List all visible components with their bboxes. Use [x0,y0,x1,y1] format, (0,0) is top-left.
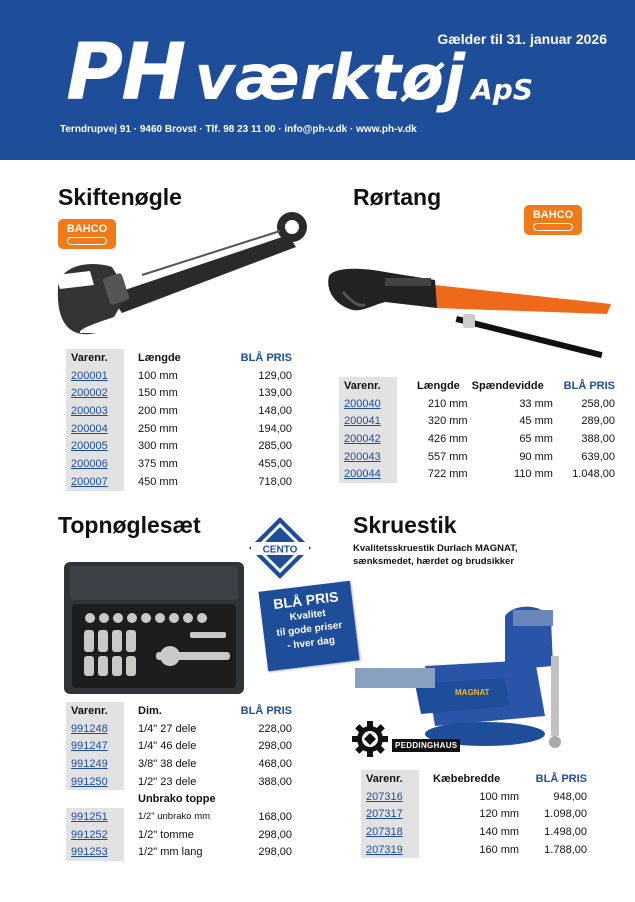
col-header-pris: BLÅ PRIS [240,351,292,364]
table-row [66,737,294,755]
price-cell: 285,00 [258,440,292,453]
bahco-logo-text: BAHCO [532,209,574,221]
item-number-link[interactable]: 991249 [71,757,108,770]
col-header-pris: BLÅ PRIS [563,379,615,392]
size-cell: 450 mm [138,475,178,488]
col-header-dim: Dim. [138,704,162,717]
dim-cell: 1/2" mm lang [138,846,203,859]
unbrako-subheading: Unbrako toppe [138,793,216,806]
section-title-skruestik: Skruestik [353,512,457,538]
price-cell: 468,00 [258,757,292,770]
col-header-kaebebredde: Kæbebredde [433,772,501,785]
table-row [339,395,617,413]
pipe-wrench-image [325,262,615,367]
price-cell: 129,00 [258,369,292,382]
col-header-pris: BLÅ PRIS [240,704,292,717]
size-cell: 250 mm [138,422,178,435]
price-cell: 228,00 [258,722,292,735]
size-cell: 100 mm [138,369,178,382]
size-cell: 320 mm [427,415,468,428]
dim-cell: 1/2" unbrako mm [138,811,211,823]
table-row [361,805,589,823]
table-row [66,384,294,402]
vise-brand-label: MAGNAT [455,688,490,697]
col-header-varenr: Varenr. [66,702,124,720]
price-cell: 1.048,00 [572,468,615,481]
size-cell: 210 mm [427,397,468,410]
item-number-link[interactable]: 991248 [71,722,108,735]
table-row [66,473,294,491]
item-number-link[interactable]: 200041 [344,415,381,428]
item-number-link[interactable]: 200004 [71,422,108,435]
valid-until: Gælder til 31. januar 2026 [437,31,607,47]
subheading-row [66,790,294,808]
table-row [66,367,294,385]
price-cell: 289,00 [581,415,615,428]
item-number-link[interactable]: 200044 [344,468,381,481]
adjustable-wrench-image [50,205,310,340]
logo-aps: ApS [471,73,534,106]
price-cell: 718,00 [258,475,292,488]
section-title-topnoeglesaet: Topnøglesæt [58,512,201,538]
table-row [361,823,589,841]
price-cell: 455,00 [258,457,292,470]
company-logo [66,28,533,118]
table-row [66,720,294,738]
bahco-logo-text: BAHCO [66,223,108,235]
table-row [339,412,617,430]
item-number-link[interactable]: 200001 [71,369,108,382]
col-header-varenr: Varenr. [361,770,419,788]
table-row [66,844,294,862]
item-number-link[interactable]: 991253 [71,846,108,859]
table-row [66,755,294,773]
price-cell: 258,00 [581,397,615,410]
table-header-row [66,702,294,720]
item-number-link[interactable]: 207318 [366,825,403,838]
size-cell: 722 mm [427,468,468,481]
price-cell: 168,00 [258,810,292,823]
table-row [339,448,617,466]
peddinghaus-logo-text: PEDDINGHAUS [392,739,460,752]
table-row [339,465,617,483]
price-cell: 639,00 [581,450,615,463]
price-cell: 298,00 [258,740,292,753]
item-number-link[interactable]: 207316 [366,790,403,803]
item-number-link[interactable]: 991252 [71,828,108,841]
table-row [339,430,617,448]
table-row [66,437,294,455]
table-row [66,826,294,844]
topnoeglesaet-table [66,702,294,861]
col-header-laengde: Længde [138,351,181,364]
skruestik-table [361,770,589,858]
skiftenoegle-table [66,349,294,491]
table-row [66,808,294,826]
item-number-link[interactable]: 200005 [71,440,108,453]
span-cell: 110 mm [514,468,553,481]
promo-title: BLÅ PRIS [272,588,340,613]
price-cell: 148,00 [258,404,292,417]
item-number-link[interactable]: 200003 [71,404,108,417]
item-number-link[interactable]: 207319 [366,843,403,856]
skruestik-description-1: Kvalitetsskruestik Durlach MAGNAT, [353,543,518,554]
header-banner [0,0,635,160]
table-row [66,455,294,473]
socket-set-image [60,556,248,698]
logo-ph: PH [66,28,185,118]
item-number-link[interactable]: 200007 [71,475,108,488]
promo-line-3: - hver dag [286,634,336,652]
price-cell: 1.498,00 [544,825,587,838]
price-cell: 1.788,00 [544,843,587,856]
promo-sticker [258,581,359,672]
dim-cell: 3/8" 38 dele [138,757,197,770]
table-row [66,420,294,438]
col-header-pris: BLÅ PRIS [535,772,587,785]
span-cell: 65 mm [519,432,553,445]
col-header-varenr: Varenr. [66,349,124,367]
cento-logo [247,515,313,581]
peddinghaus-gear-icon [352,721,388,757]
cento-logo-text: CENTO [262,544,298,556]
span-cell: 90 mm [519,450,553,463]
item-number-link[interactable]: 200002 [71,387,108,400]
price-cell: 948,00 [553,790,587,803]
promo-line-1: Kvalitet [289,607,327,624]
item-number-link[interactable]: 200006 [71,457,108,470]
table-header-row [361,770,589,788]
bench-vise-image [355,596,595,751]
size-cell: 120 mm [479,808,520,821]
table-header-row [66,349,294,367]
dim-cell: 1/4" 27 dele [138,722,197,735]
span-cell: 45 mm [519,415,553,428]
promo-line-2: til gode priser [275,619,343,639]
contact-line: Terndrupvej 91 · 9460 Brovst · Tlf. 98 23 11 00 · info@ph-v.dk · www.ph-v.dk [60,124,417,135]
price-cell: 1.098,00 [544,808,587,821]
price-cell: 194,00 [258,422,292,435]
section-title-skiftenoegle: Skiftenøgle [58,184,182,210]
item-number-link[interactable]: 991247 [71,740,108,753]
size-cell: 426 mm [427,432,468,445]
size-cell: 160 mm [479,843,520,856]
price-cell: 388,00 [581,432,615,445]
table-row [66,773,294,791]
item-number-link[interactable]: 200043 [344,450,381,463]
span-cell: 33 mm [519,397,553,410]
price-cell: 388,00 [258,775,292,788]
item-number-link[interactable]: 200040 [344,397,381,410]
item-number-link[interactable]: 200042 [344,432,381,445]
size-cell: 100 mm [479,790,520,803]
table-row [361,841,589,859]
logo-vaerktoej: værktøj [194,41,466,114]
bahco-logo [524,205,582,235]
size-cell: 150 mm [138,387,178,400]
price-cell: 139,00 [258,387,292,400]
col-header-spaendevidde: Spændevidde [471,379,544,392]
item-number-link[interactable]: 207317 [366,808,403,821]
item-number-link[interactable]: 991251 [71,810,108,823]
item-number-link[interactable]: 991250 [71,775,108,788]
dim-cell: 1/2" tomme [138,828,194,841]
size-cell: 200 mm [138,404,178,417]
dim-cell: 1/4" 46 dele [138,740,197,753]
price-cell: 298,00 [258,828,292,841]
size-cell: 557 mm [427,450,468,463]
size-cell: 140 mm [479,825,520,838]
col-header-laengde: Længde [417,379,460,392]
col-header-varenr: Varenr. [339,377,397,395]
table-row [66,402,294,420]
skruestik-description-2: sænksmedet, hærdet og brudsikker [353,556,515,567]
size-cell: 300 mm [138,440,178,453]
dim-cell: 1/2" 23 dele [138,775,197,788]
size-cell: 375 mm [138,457,178,470]
roertang-table [339,377,617,483]
price-cell: 298,00 [258,846,292,859]
table-header-row [339,377,617,395]
table-row [361,788,589,806]
section-title-roertang: Rørtang [353,184,442,210]
